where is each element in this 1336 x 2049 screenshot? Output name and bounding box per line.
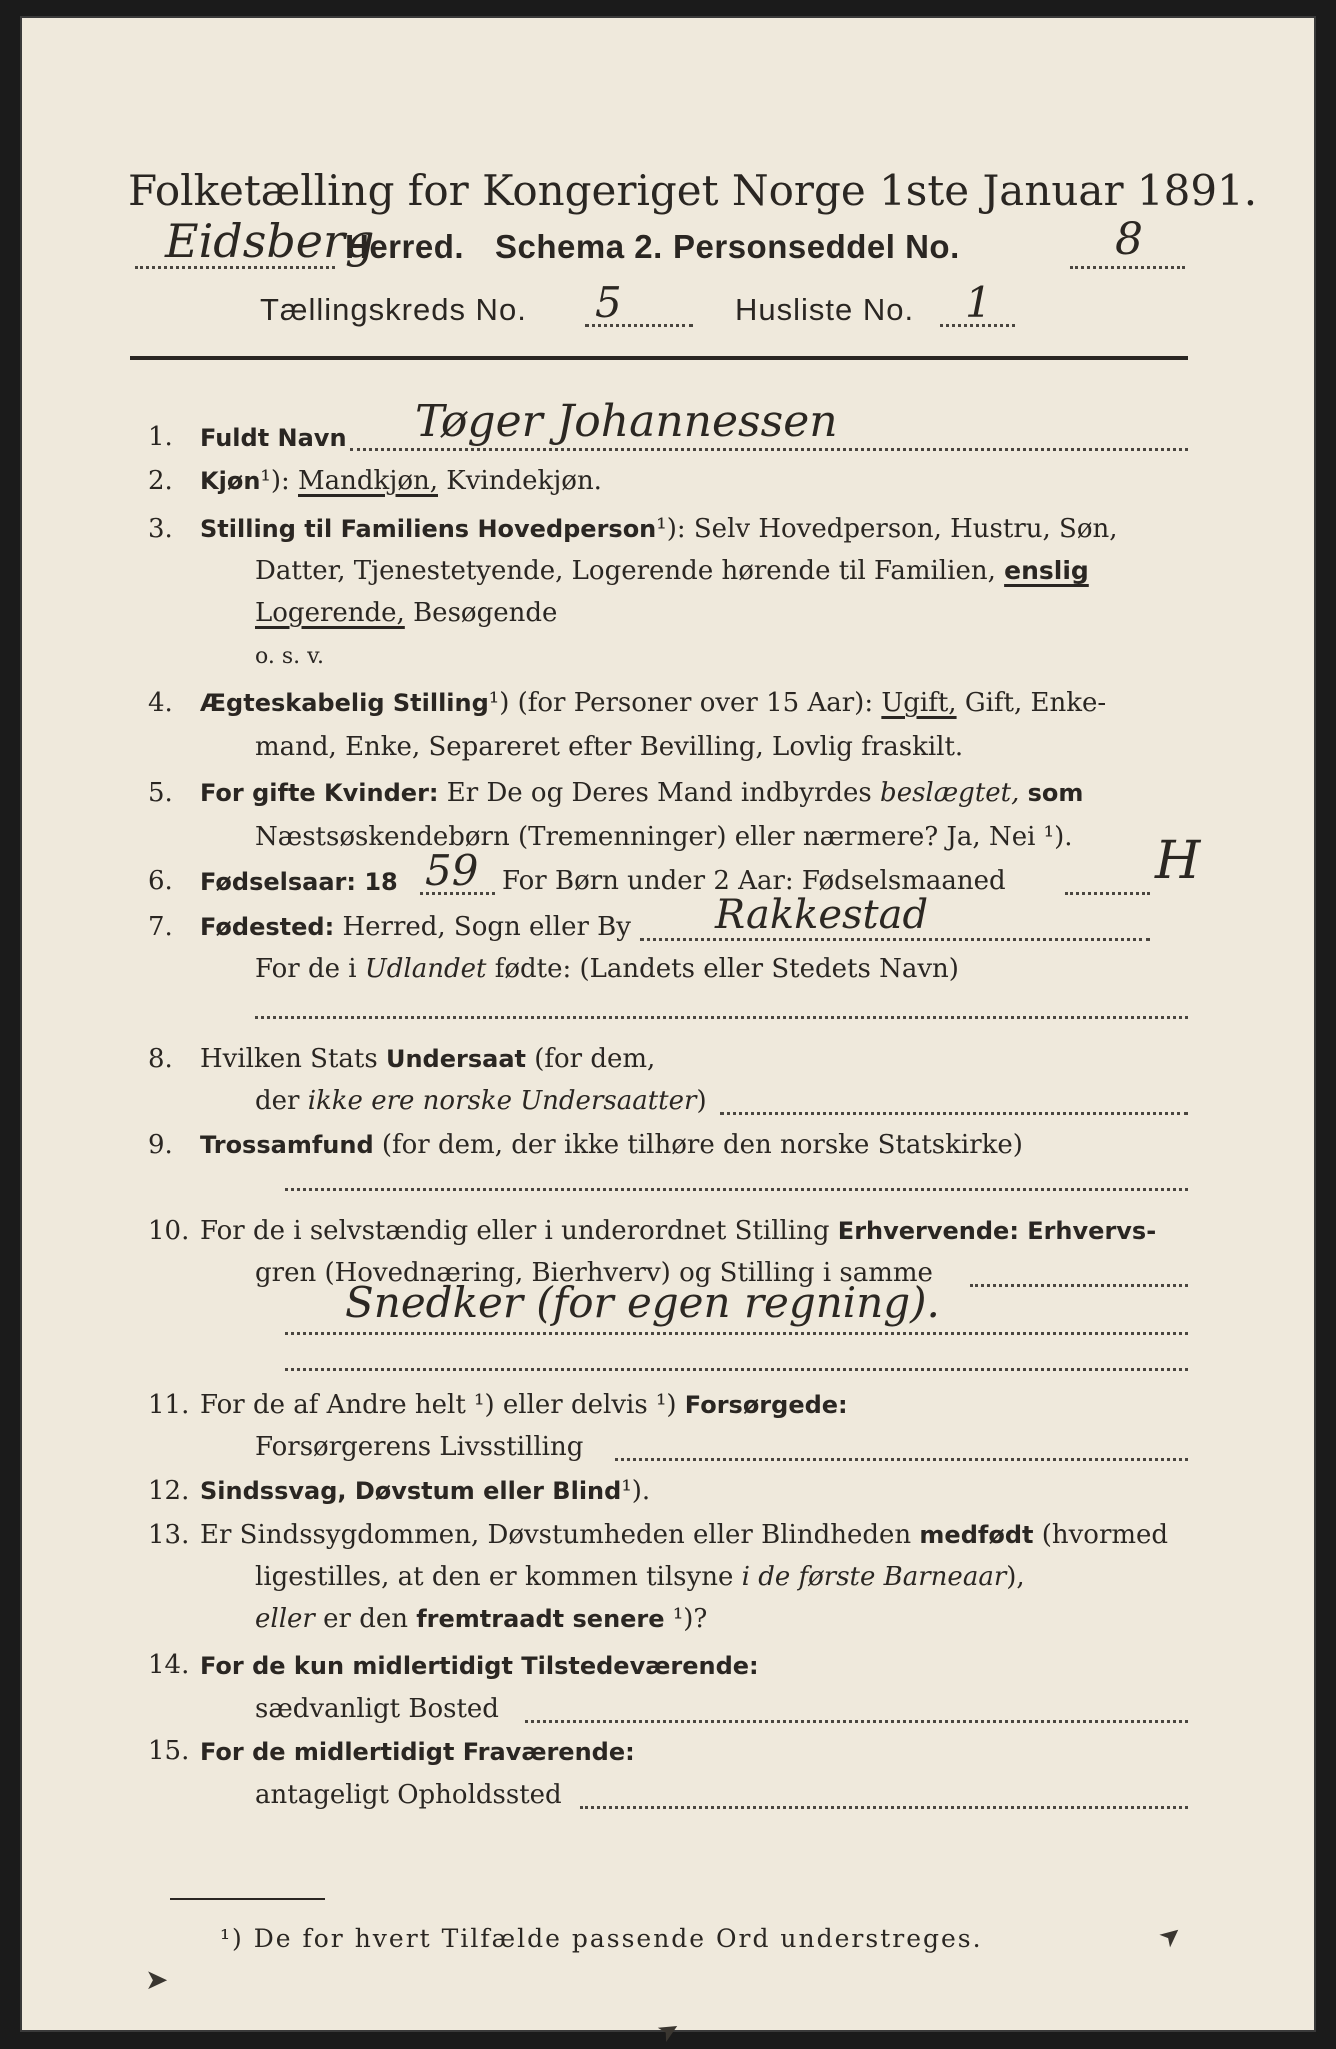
q10-value: Snedker (for egen regning).	[345, 1278, 940, 1327]
q6-year-dotline	[420, 892, 495, 895]
q11-forsorgede: Forsørgede:	[684, 1391, 848, 1419]
item-number: 14.	[148, 1650, 190, 1680]
husliste-dotline	[940, 324, 1015, 327]
header-rule	[130, 356, 1188, 360]
q10-erhvervende: Erhvervende:	[837, 1217, 1019, 1245]
q6-month-dotline	[1065, 892, 1150, 895]
q11-line1	[200, 1390, 848, 1420]
item-number: 9.	[148, 1130, 173, 1160]
personseddel-value: 8	[1115, 214, 1143, 265]
q4-line1-rest: Gift, Enke-	[964, 688, 1107, 718]
item-number: 12.	[148, 1476, 190, 1506]
herred-value: Eidsberg	[165, 214, 375, 268]
q13-line2-a: ligestilles, at den er kommen tilsyne	[255, 1562, 734, 1592]
q9-line1	[200, 1130, 1023, 1160]
item-number: 7.	[148, 912, 173, 942]
q3-line1-text: ¹): Selv Hovedperson, Hustru, Søn,	[656, 514, 1118, 544]
q15-line1: For de midlertidigt Fraværende:	[200, 1738, 635, 1766]
q11-dotline	[615, 1458, 1188, 1461]
q5-line2: Næstsøskendebørn (Tremenninger) eller nærmere? Ja, Nei ¹).	[255, 822, 1073, 852]
q8-line2-c: )	[696, 1086, 707, 1116]
item-number: 10.	[148, 1216, 190, 1246]
schema-label: Schema 2.	[495, 228, 663, 265]
q10-dotline-3	[285, 1368, 1188, 1371]
q1-value: Tøger Johannessen	[415, 396, 838, 447]
q3-option-enslig: enslig	[1004, 556, 1089, 585]
q7-value: Rakkestad	[715, 892, 929, 938]
q14-dotline	[525, 1720, 1188, 1723]
q12-line1	[200, 1476, 650, 1506]
husliste-label: Husliste No.	[735, 292, 915, 327]
q4-line1	[200, 688, 1106, 718]
q4-line1-text: ¹) (for Personer over 15 Aar):	[488, 688, 874, 718]
q1-label: Fuldt Navn	[200, 424, 347, 452]
item-number: 2.	[148, 466, 173, 496]
q13-line3	[255, 1604, 707, 1634]
q2-note: ¹):	[260, 466, 290, 496]
q4-line2: mand, Enke, Separeret efter Bevilling, Lovlig fraskilt.	[255, 732, 964, 762]
q11-line1-a: For de af Andre helt ¹) eller delvis ¹)	[200, 1390, 677, 1420]
item-number: 6.	[148, 866, 173, 896]
q10-dotline-2	[285, 1332, 1188, 1335]
q8-undersaat: Undersaat	[385, 1045, 526, 1073]
q13-barneaar: i de første Barneaar	[741, 1562, 1007, 1592]
q6-mark: H	[1155, 831, 1201, 891]
q6-value: 59	[425, 846, 479, 895]
q2-label: Kjøn	[200, 467, 261, 495]
q7-udlandet: Udlandet	[364, 954, 487, 984]
q6-rest: For Børn under 2 Aar: Fødselsmaaned	[502, 866, 1006, 896]
q5-line1-text: Er De og Deres Mand indbyrdes	[446, 778, 872, 808]
q1-dotline	[350, 448, 1188, 451]
q8-line2-italic: ikke ere norske Undersaatter	[307, 1086, 697, 1116]
item-number: 8.	[148, 1044, 173, 1074]
herred-dotline	[135, 266, 335, 269]
q13-line2-c: ),	[1006, 1562, 1025, 1592]
q3-line4: o. s. v.	[255, 644, 324, 669]
q7-line2	[255, 954, 959, 984]
q8-line1-c: (for dem,	[534, 1044, 656, 1074]
item-number: 5.	[148, 778, 173, 808]
q9-label: Trossamfund	[200, 1131, 374, 1159]
q5-label: For gifte Kvinder:	[200, 779, 439, 807]
q8-line2-a: der	[255, 1086, 300, 1116]
q13-line3-b: er den	[323, 1604, 408, 1634]
item-number: 3.	[148, 514, 173, 544]
q7-line1	[200, 912, 631, 942]
q13-line1-a: Er Sindssygdommen, Døvstumheden eller Blindheden	[200, 1520, 912, 1550]
q8-line1-a: Hvilken Stats	[200, 1044, 378, 1074]
q13-line1-c: (hvormed	[1041, 1520, 1169, 1550]
q8-dotline	[720, 1112, 1188, 1115]
q12-note: ¹).	[621, 1476, 651, 1506]
q11-line2: Forsørgerens Livsstilling	[255, 1432, 584, 1462]
footnote: ¹) De for hvert Tilfælde passende Ord understreges.	[220, 1924, 983, 1953]
q7-label: Fødested:	[200, 913, 335, 941]
q10-line1	[200, 1216, 1156, 1246]
q13-line2	[255, 1562, 1025, 1592]
q7-foreign-dotline	[255, 1016, 1188, 1019]
q3-line2-text: Datter, Tjenestetyende, Logerende hørende til Familien,	[255, 556, 996, 586]
q8-line1	[200, 1044, 655, 1074]
q4-label: Ægteskabelig Stilling	[200, 689, 489, 717]
q14-line1: For de kun midlertidigt Tilstedeværende:	[200, 1652, 759, 1680]
q13-eller: eller	[255, 1604, 315, 1634]
q12-label: Sindssvag, Døvstum eller Blind	[200, 1477, 622, 1505]
q13-line1	[200, 1520, 1168, 1550]
item-number: 11.	[148, 1390, 190, 1420]
q13-senere: fremtraadt senere	[416, 1605, 665, 1633]
personseddel-label: Personseddel No.	[673, 228, 960, 265]
item-number: 15.	[148, 1736, 190, 1766]
q13-note: ¹)?	[672, 1604, 708, 1634]
q9-rest: (for dem, der ikke tilhøre den norske Statskirke)	[381, 1130, 1023, 1160]
census-form-sheet	[20, 16, 1316, 2049]
item-number: 4.	[148, 688, 173, 718]
q5-som: som	[1027, 779, 1084, 807]
husliste-value: 1	[965, 278, 992, 327]
q3-option-logerende: Logerende,	[255, 598, 405, 628]
q7-dotline	[640, 938, 1150, 941]
q13-medfodt: medfødt	[919, 1521, 1034, 1549]
corner-mark-right: ➤	[1152, 1917, 1189, 1955]
q9-dotline	[285, 1188, 1188, 1191]
q15-dotline	[580, 1806, 1188, 1809]
q3-line1	[200, 514, 1118, 544]
form-title: Folketælling for Kongeriget Norge 1ste Januar 1891.	[128, 166, 1258, 215]
kreds-value: 5	[595, 278, 622, 327]
kreds-label: Tællingskreds No.	[260, 292, 527, 327]
q3-option-besogende: Besøgende	[413, 598, 558, 628]
q5-beslaegtet: beslægtet,	[880, 778, 1020, 808]
item-number: 13.	[148, 1520, 190, 1550]
q7-rest: Herred, Sogn eller By	[342, 912, 631, 942]
personseddel-dotline	[1070, 266, 1185, 269]
item-number: 1.	[148, 422, 173, 452]
q10-erhvervs: Erhvervs-	[1027, 1217, 1157, 1245]
q8-line2	[255, 1086, 707, 1116]
bottom-mark: ➤	[651, 2012, 686, 2049]
q7-line2-c: fødte: (Landets eller Stedets Navn)	[494, 954, 959, 984]
q10-line2: gren (Hovednæring, Bierhverv) og Stilling i samme	[255, 1258, 933, 1288]
q14-line2: sædvanligt Bosted	[255, 1694, 499, 1724]
q2-option-mandkjon: Mandkjøn,	[298, 466, 438, 496]
q10-dotline-1	[970, 1284, 1188, 1287]
q3-label: Stilling til Familiens Hovedperson	[200, 515, 657, 543]
kreds-dotline	[585, 324, 693, 327]
herred-label: Herred.	[345, 228, 465, 265]
footnote-rule	[170, 1898, 325, 1900]
q10-line1-a: For de i selvstændig eller i underordnet Stilling	[200, 1216, 830, 1246]
corner-mark-left: ➤	[145, 1963, 169, 1996]
q2-row	[200, 466, 602, 496]
q7-line2-a: For de i	[255, 954, 357, 984]
q4-option-ugift: Ugift,	[881, 688, 957, 718]
q3-line3	[255, 598, 557, 628]
q5-line1	[200, 778, 1083, 808]
q15-line2: antageligt Opholdssted	[255, 1780, 562, 1810]
q3-line2	[255, 556, 1089, 586]
q6-label: Fødselsaar: 18	[200, 868, 398, 896]
q2-option-kvindekjon: Kvindekjøn.	[446, 466, 602, 496]
